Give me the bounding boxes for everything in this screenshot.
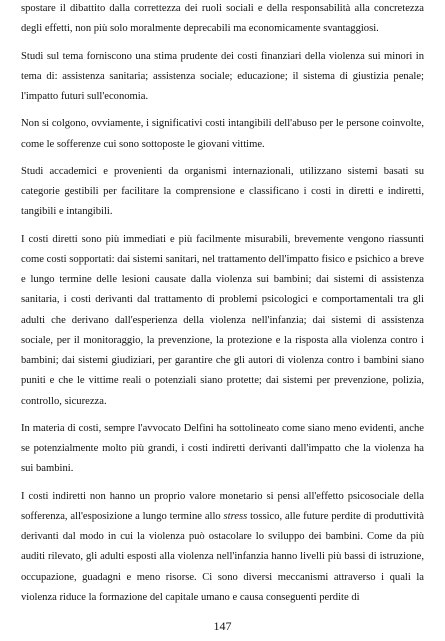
paragraph-6 bbox=[21, 419, 424, 480]
paragraph-5-text: I costi diretti sono più immediati e più facilmente misurabili, brevemente vengono riassunti come costi sopportati: dai sistemi sanitari, nel trattamento dell'impatto fisico e psichico a breve e lungo termine delle lesioni causate dalla violenza sui bambini; dai sistemi di assistenza sanitaria, i costi derivanti dal trattamento di problemi psicologici e comportamentali tra gli adulti che derivano dall'esperienza della violenza nell'infanzia; dai sistemi di assistenza sociale, per il monitoraggio, la prevenzione, la protezione e la risposta alla violenza contro i bambini; dai sistemi giudiziari, per garantire che gli autori di violenza contro i bambini siano puniti e che le vittime reali o potenziali siano protette; dai sistemi per prevenzione, polizia, controllo, sicurezza. bbox=[21, 233, 424, 407]
paragraph-7-italic-term: stress bbox=[223, 510, 248, 522]
paragraph-7-text-end: tossico, alle future perdite di produttività derivanti dal modo in cui la violenza può ostacolare lo sviluppo dei bambini. Come da più auditi rilevato, gli adulti esposti alla violenza nell'infanzia hanno livelli più bassi di istruzione, occupazione, guadagni e meno risorse. Ci sono diversi meccanismi attraverso i quali la violenza riduce la formazione del capitale umano e causa conseguenti perdite di bbox=[21, 510, 424, 603]
paragraph-2 bbox=[21, 47, 424, 108]
paragraph-1-text: spostare il dibattito dalla correttezza dei ruoli sociali e della responsabilità alla concretezza degli effetti, non più solo moralmente deprecabili ma economicamente svantaggiosi. bbox=[21, 3, 424, 35]
page-number: 147 bbox=[213, 619, 232, 633]
paragraph-3 bbox=[21, 114, 424, 155]
paragraph-6-text: In materia di costi, sempre l'avvocato Delfini ha sottolineato come siano meno evidenti, anche se potenzialmente molto più grandi, i costi indiretti derivanti dall'impatto che la violenza ha sui bambini. bbox=[21, 422, 424, 475]
paragraph-1 bbox=[21, 0, 424, 40]
paragraph-4-text: Studi accademici e provenienti da organismi internazionali, utilizzano sistemi basati su categorie gestibili per facilitare la comprensione e classificano i costi in diretti e indiretti, tangibili e intangibili. bbox=[21, 165, 424, 218]
paragraph-3-text: Non si colgono, ovviamente, i significativi costi intangibili dell'abuso per le persone coinvolte, come le sofferenze cui sono sottoposte le giovani vittime. bbox=[21, 118, 424, 150]
paragraph-7-text-start: I costi indiretti non hanno un proprio valore monetario si pensi all'effetto psicosociale della sofferenza, all'esposizione a lungo termine allo bbox=[21, 490, 424, 522]
paragraph-5 bbox=[21, 230, 424, 412]
paragraph-7 bbox=[21, 487, 424, 609]
body-text bbox=[21, 0, 424, 615]
paragraph-4 bbox=[21, 162, 424, 223]
paragraph-2-text: Studi sul tema forniscono una stima prudente dei costi finanziari della violenza sui minori in tema di: assistenza sanitaria; assistenza sociale; educazione; il sistema di giustizia penale; l'impatto futuri sull'economia. bbox=[21, 50, 424, 102]
